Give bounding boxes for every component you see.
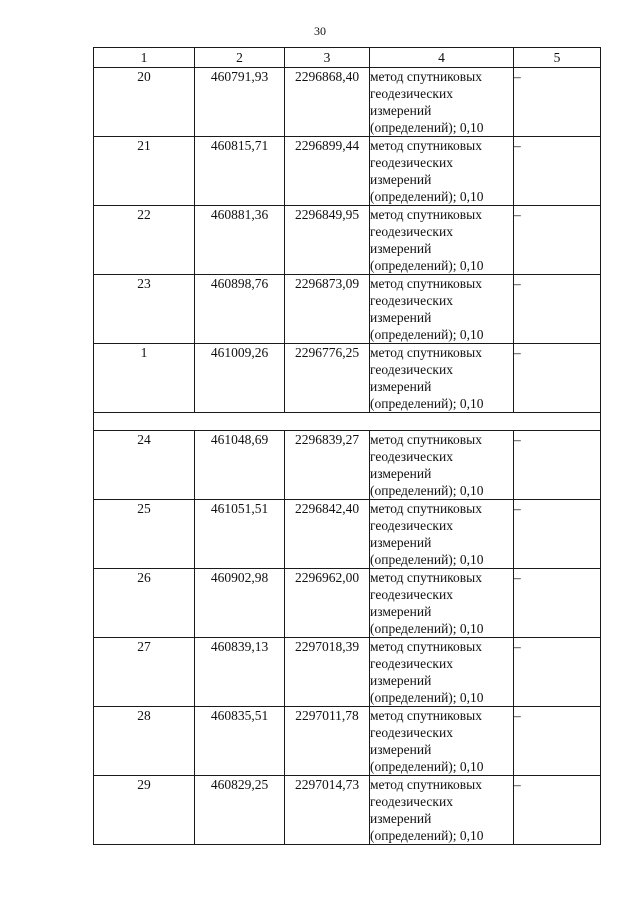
note-cell: – [514,638,601,707]
method-cell [370,206,514,275]
method-cell [370,638,514,707]
coordinate-y-cell: 2296868,40 [285,68,370,137]
method-text-line: измерений [370,742,432,757]
method-text-line: геодезических [370,587,453,602]
method-cell [370,137,514,206]
coordinate-x-cell: 460839,13 [195,638,285,707]
table-row [94,206,601,275]
method-text-line: измерений [370,172,432,187]
method-text-line: геодезических [370,362,453,377]
method-text-line: метод спутниковых [370,345,482,360]
coordinate-y-cell: 2297018,39 [285,638,370,707]
table-row [94,344,601,413]
method-text-line: геодезических [370,155,453,170]
note-cell: – [514,569,601,638]
note-cell: – [514,206,601,275]
coordinate-y-cell: 2296962,00 [285,569,370,638]
method-text-line: геодезических [370,656,453,671]
table-row [94,431,601,500]
method-cell [370,569,514,638]
header-cell: 4 [370,48,514,68]
group-separator-cell [94,413,601,431]
method-cell [370,344,514,413]
method-text-line: измерений [370,604,432,619]
table-row [94,776,601,845]
method-text-line: геодезических [370,224,453,239]
method-text-line: (определений); 0,10 [370,327,484,342]
table-row [94,500,601,569]
method-text-line: метод спутниковых [370,138,482,153]
method-cell [370,68,514,137]
method-text-line: геодезических [370,86,453,101]
header-cell: 3 [285,48,370,68]
point-number-cell: 24 [94,431,195,500]
point-number-cell: 23 [94,275,195,344]
coordinate-x-cell: 460835,51 [195,707,285,776]
coordinate-x-cell: 460881,36 [195,206,285,275]
note-cell: – [514,137,601,206]
method-text-line: метод спутниковых [370,639,482,654]
method-text-line: (определений); 0,10 [370,258,484,273]
point-number-cell: 21 [94,137,195,206]
note-cell: – [514,431,601,500]
method-text-line: (определений); 0,10 [370,828,484,843]
method-text-line: измерений [370,673,432,688]
note-cell: – [514,707,601,776]
method-text-line: геодезических [370,794,453,809]
method-text-line: метод спутниковых [370,777,482,792]
group-separator-row [94,413,601,431]
note-cell: – [514,68,601,137]
method-cell [370,707,514,776]
table-row [94,638,601,707]
method-text-line: метод спутниковых [370,276,482,291]
coordinate-x-cell: 460815,71 [195,137,285,206]
table-header-row [94,48,601,68]
coordinate-y-cell: 2296899,44 [285,137,370,206]
method-text-line: метод спутниковых [370,69,482,84]
method-text-line: геодезических [370,518,453,533]
coordinate-x-cell: 460791,93 [195,68,285,137]
coordinate-y-cell: 2296849,95 [285,206,370,275]
method-text-line: метод спутниковых [370,432,482,447]
coordinate-x-cell: 460898,76 [195,275,285,344]
method-text-line: метод спутниковых [370,708,482,723]
coordinate-y-cell: 2296873,09 [285,275,370,344]
point-number-cell: 27 [94,638,195,707]
method-text-line: измерений [370,811,432,826]
method-cell [370,500,514,569]
note-cell: – [514,344,601,413]
method-text-line: метод спутниковых [370,207,482,222]
coordinate-y-cell: 2296842,40 [285,500,370,569]
note-cell: – [514,275,601,344]
method-text-line: (определений); 0,10 [370,759,484,774]
method-cell [370,776,514,845]
coordinate-y-cell: 2296776,25 [285,344,370,413]
method-text-line: измерений [370,466,432,481]
method-text-line: (определений); 0,10 [370,396,484,411]
point-number-cell: 1 [94,344,195,413]
table-row [94,569,601,638]
method-cell [370,431,514,500]
point-number-cell: 28 [94,707,195,776]
table-row [94,275,601,344]
note-cell: – [514,500,601,569]
method-text-line: (определений); 0,10 [370,189,484,204]
method-text-line: (определений); 0,10 [370,552,484,567]
coordinate-x-cell: 461051,51 [195,500,285,569]
method-text-line: геодезических [370,725,453,740]
header-cell: 5 [514,48,601,68]
method-text-line: метод спутниковых [370,501,482,516]
method-text-line: геодезических [370,449,453,464]
header-cell: 1 [94,48,195,68]
method-text-line: (определений); 0,10 [370,621,484,636]
table-row [94,137,601,206]
method-text-line: измерений [370,379,432,394]
page-number: 30 [314,24,326,38]
coordinate-x-cell: 461048,69 [195,431,285,500]
method-text-line: (определений); 0,10 [370,120,484,135]
method-text-line: измерений [370,103,432,118]
coordinate-y-cell: 2297014,73 [285,776,370,845]
method-text-line: (определений); 0,10 [370,690,484,705]
method-text-line: измерений [370,310,432,325]
method-text-line: измерений [370,241,432,256]
point-number-cell: 20 [94,68,195,137]
note-cell: – [514,776,601,845]
method-text-line: метод спутниковых [370,570,482,585]
coordinate-y-cell: 2296839,27 [285,431,370,500]
table-row [94,68,601,137]
header-cell: 2 [195,48,285,68]
point-number-cell: 22 [94,206,195,275]
point-number-cell: 25 [94,500,195,569]
point-number-cell: 26 [94,569,195,638]
method-text-line: измерений [370,535,432,550]
coordinate-x-cell: 460902,98 [195,569,285,638]
method-cell [370,275,514,344]
table-row [94,707,601,776]
method-text-line: геодезических [370,293,453,308]
point-number-cell: 29 [94,776,195,845]
method-text-line: (определений); 0,10 [370,483,484,498]
coordinate-x-cell: 460829,25 [195,776,285,845]
coordinates-table [93,47,601,845]
coordinate-y-cell: 2297011,78 [285,707,370,776]
coordinate-x-cell: 461009,26 [195,344,285,413]
